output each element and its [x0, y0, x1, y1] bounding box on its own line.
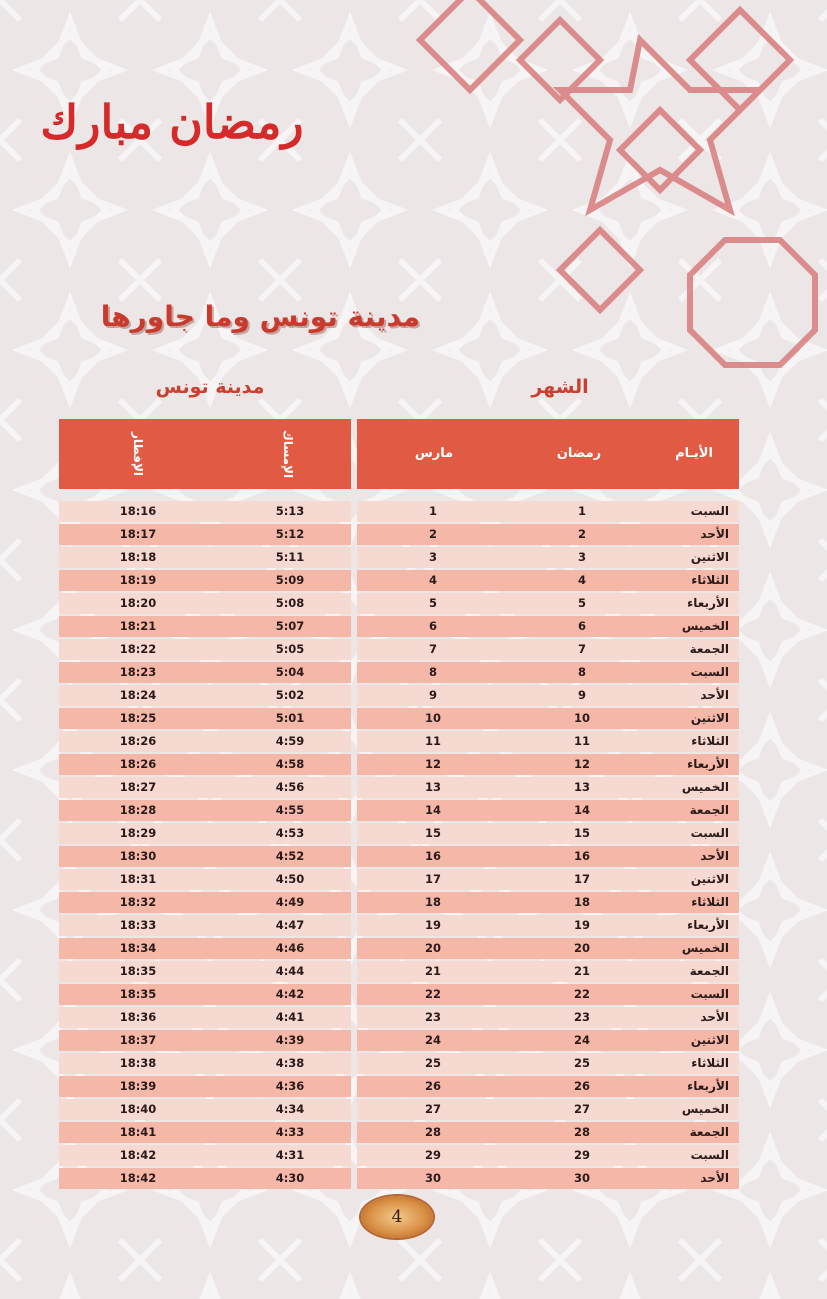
cell-march: 9	[428, 688, 437, 702]
cell-iftar: 18:30	[119, 849, 157, 863]
cell-imsak: 4:55	[275, 803, 305, 817]
cell-imsak: 4:53	[275, 826, 305, 840]
cell-day: الأربعاء	[687, 596, 729, 610]
table-row	[59, 960, 739, 983]
cell-imsak: 4:46	[275, 941, 305, 955]
cell-imsak: 4:59	[275, 734, 305, 748]
cell-day: الاثنين	[690, 550, 729, 564]
table-row	[59, 661, 739, 684]
cell-imsak: 5:05	[275, 642, 305, 656]
table-header	[59, 419, 739, 489]
cell-march: 30	[424, 1171, 441, 1185]
cell-ramadan: 25	[573, 1056, 590, 1070]
cell-iftar: 18:27	[119, 780, 157, 794]
table-row	[59, 1098, 739, 1121]
cell-iftar: 18:40	[119, 1102, 157, 1116]
cell-day: الثلاثاء	[691, 895, 729, 909]
header-days: الأيـام	[675, 446, 713, 461]
cell-march: 13	[424, 780, 441, 794]
cell-iftar: 18:28	[119, 803, 157, 817]
cell-march: 3	[428, 550, 437, 564]
cell-ramadan: 23	[573, 1010, 590, 1024]
cell-march: 22	[424, 987, 441, 1001]
cell-imsak: 4:42	[275, 987, 305, 1001]
table-row	[59, 868, 739, 891]
table-row	[59, 845, 739, 868]
cell-imsak: 5:07	[275, 619, 305, 633]
cell-ramadan: 17	[573, 872, 590, 886]
cell-iftar: 18:42	[119, 1148, 157, 1162]
cell-ramadan: 24	[573, 1033, 590, 1047]
cell-iftar: 18:25	[119, 711, 157, 725]
cell-march: 14	[424, 803, 441, 817]
cell-day: الخميس	[681, 780, 729, 794]
cell-imsak: 4:44	[275, 964, 305, 978]
cell-day: الثلاثاء	[691, 734, 729, 748]
cell-ramadan: 21	[573, 964, 590, 978]
cell-iftar: 18:18	[119, 550, 157, 564]
cell-iftar: 18:31	[119, 872, 157, 886]
month-subheader: الشهر	[531, 376, 589, 398]
cell-imsak: 5:01	[275, 711, 305, 725]
cell-iftar: 18:39	[119, 1079, 157, 1093]
cell-imsak: 5:09	[275, 573, 305, 587]
table-row	[59, 500, 739, 523]
cell-day: الأربعاء	[687, 1079, 729, 1093]
cell-march: 16	[424, 849, 441, 863]
cell-iftar: 18:26	[119, 734, 157, 748]
cell-ramadan: 4	[577, 573, 586, 587]
header-iftar	[127, 423, 149, 485]
cell-ramadan: 12	[573, 757, 590, 771]
cell-ramadan: 30	[573, 1171, 590, 1185]
cell-iftar: 18:36	[119, 1010, 157, 1024]
cell-march: 15	[424, 826, 441, 840]
cell-day: الجمعة	[689, 964, 729, 978]
cell-day: السبت	[690, 665, 729, 679]
table-row	[59, 891, 739, 914]
table-row	[59, 730, 739, 753]
table-row	[59, 615, 739, 638]
cell-imsak: 4:38	[275, 1056, 305, 1070]
city-subheader: مدينة تونس	[155, 376, 265, 398]
cell-iftar: 18:19	[119, 573, 157, 587]
cell-iftar: 18:38	[119, 1056, 157, 1070]
cell-ramadan: 5	[577, 596, 586, 610]
cell-imsak: 4:36	[275, 1079, 305, 1093]
table-row	[59, 1052, 739, 1075]
cell-day: الأحد	[700, 849, 729, 863]
cell-ramadan: 19	[573, 918, 590, 932]
cell-iftar: 18:16	[119, 504, 157, 518]
cell-iftar: 18:41	[119, 1125, 157, 1139]
cell-iftar: 18:26	[119, 757, 157, 771]
table-row	[59, 799, 739, 822]
cell-march: 6	[428, 619, 437, 633]
cell-imsak: 5:13	[275, 504, 305, 518]
cell-iftar: 18:24	[119, 688, 157, 702]
cell-day: الاثنين	[690, 1033, 729, 1047]
table-row	[59, 1006, 739, 1029]
table-row	[59, 638, 739, 661]
cell-imsak: 4:52	[275, 849, 305, 863]
cell-iftar: 18:33	[119, 918, 157, 932]
table-row	[59, 1144, 739, 1167]
cell-iftar: 18:32	[119, 895, 157, 909]
table-row	[59, 1075, 739, 1098]
cell-iftar: 18:17	[119, 527, 157, 541]
cell-march: 10	[424, 711, 441, 725]
cell-day: الجمعة	[689, 803, 729, 817]
cell-march: 8	[428, 665, 437, 679]
table-row	[59, 523, 739, 546]
table-row	[59, 569, 739, 592]
cell-imsak: 4:47	[275, 918, 305, 932]
cell-march: 24	[424, 1033, 441, 1047]
cell-ramadan: 7	[577, 642, 586, 656]
table-row	[59, 983, 739, 1006]
cell-iftar: 18:37	[119, 1033, 157, 1047]
table-row	[59, 776, 739, 799]
cell-day: السبت	[690, 504, 729, 518]
cell-ramadan: 26	[573, 1079, 590, 1093]
cell-march: 18	[424, 895, 441, 909]
cell-march: 4	[428, 573, 437, 587]
cell-march: 23	[424, 1010, 441, 1024]
cell-day: السبت	[690, 987, 729, 1001]
table-row	[59, 1167, 739, 1190]
cell-ramadan: 14	[573, 803, 590, 817]
cell-day: الخميس	[681, 619, 729, 633]
header-iftar-label: الإفطار	[131, 431, 146, 477]
cell-ramadan: 11	[573, 734, 590, 748]
cell-imsak: 4:31	[275, 1148, 305, 1162]
cell-ramadan: 28	[573, 1125, 590, 1139]
cell-day: الاثنين	[690, 711, 729, 725]
cell-ramadan: 2	[577, 527, 586, 541]
cell-march: 17	[424, 872, 441, 886]
table-row	[59, 1121, 739, 1144]
cell-march: 21	[424, 964, 441, 978]
cell-march: 1	[428, 504, 437, 518]
table-row	[59, 684, 739, 707]
cell-imsak: 5:08	[275, 596, 305, 610]
cell-imsak: 4:49	[275, 895, 305, 909]
cell-imsak: 4:56	[275, 780, 305, 794]
cell-day: الأربعاء	[687, 918, 729, 932]
cell-ramadan: 16	[573, 849, 590, 863]
cell-march: 11	[424, 734, 441, 748]
cell-imsak: 4:30	[275, 1171, 305, 1185]
cell-iftar: 18:23	[119, 665, 157, 679]
page-title: مدينة تونس وما جاورها	[100, 300, 420, 333]
cell-iftar: 18:42	[119, 1171, 157, 1185]
cell-ramadan: 6	[577, 619, 586, 633]
cell-ramadan: 13	[573, 780, 590, 794]
cell-day: الأحد	[700, 688, 729, 702]
cell-march: 19	[424, 918, 441, 932]
table-row	[59, 1029, 739, 1052]
cell-march: 20	[424, 941, 441, 955]
cell-imsak: 5:04	[275, 665, 305, 679]
cell-day: الأحد	[700, 1171, 729, 1185]
cell-march: 12	[424, 757, 441, 771]
cell-iftar: 18:20	[119, 596, 157, 610]
cell-day: الأحد	[700, 1010, 729, 1024]
cell-day: الثلاثاء	[691, 573, 729, 587]
header-march: مارس	[414, 446, 454, 461]
cell-march: 28	[424, 1125, 441, 1139]
cell-march: 5	[428, 596, 437, 610]
cell-iftar: 18:34	[119, 941, 157, 955]
header-imsak-label: الإمساك	[281, 429, 296, 479]
cell-iftar: 18:35	[119, 987, 157, 1001]
cell-ramadan: 15	[573, 826, 590, 840]
cell-iftar: 18:29	[119, 826, 157, 840]
cell-ramadan: 8	[577, 665, 586, 679]
page-number: 4	[391, 1207, 403, 1227]
table-row	[59, 546, 739, 569]
cell-iftar: 18:35	[119, 964, 157, 978]
cell-march: 26	[424, 1079, 441, 1093]
cell-day: الثلاثاء	[691, 1056, 729, 1070]
cell-march: 29	[424, 1148, 441, 1162]
cell-march: 7	[428, 642, 437, 656]
cell-ramadan: 1	[577, 504, 586, 518]
cell-ramadan: 9	[577, 688, 586, 702]
cell-day: السبت	[690, 826, 729, 840]
cell-imsak: 4:50	[275, 872, 305, 886]
cell-imsak: 5:12	[275, 527, 305, 541]
cell-day: الجمعة	[689, 1125, 729, 1139]
cell-ramadan: 18	[573, 895, 590, 909]
table-row	[59, 937, 739, 960]
table-row	[59, 592, 739, 615]
cell-day: الجمعة	[689, 642, 729, 656]
cell-day: الأربعاء	[687, 757, 729, 771]
table-row	[59, 707, 739, 730]
cell-iftar: 18:21	[119, 619, 157, 633]
table-body	[59, 500, 739, 1190]
header-ramadan: رمضان	[556, 446, 602, 461]
cell-imsak: 4:39	[275, 1033, 305, 1047]
cell-imsak: 5:11	[275, 550, 305, 564]
cell-ramadan: 29	[573, 1148, 590, 1162]
cell-imsak: 4:41	[275, 1010, 305, 1024]
table-row	[59, 822, 739, 845]
header-city-block	[59, 419, 351, 489]
cell-imsak: 4:33	[275, 1125, 305, 1139]
cell-day: الخميس	[681, 941, 729, 955]
cell-imsak: 5:02	[275, 688, 305, 702]
cell-day: السبت	[690, 1148, 729, 1162]
logo-text: رمضان مبارك	[40, 95, 304, 149]
cell-day: الخميس	[681, 1102, 729, 1116]
table-row	[59, 914, 739, 937]
cell-iftar: 18:22	[119, 642, 157, 656]
ramadan-mubarak-logo	[40, 70, 304, 170]
cell-march: 25	[424, 1056, 441, 1070]
cell-ramadan: 20	[573, 941, 590, 955]
prayer-times-table	[59, 419, 739, 1185]
cell-ramadan: 22	[573, 987, 590, 1001]
page-number-badge	[361, 1196, 433, 1238]
cell-imsak: 4:58	[275, 757, 305, 771]
cell-imsak: 4:34	[275, 1102, 305, 1116]
cell-ramadan: 27	[573, 1102, 590, 1116]
table-row	[59, 753, 739, 776]
header-imsak	[277, 423, 299, 485]
cell-ramadan: 3	[577, 550, 586, 564]
cell-march: 27	[424, 1102, 441, 1116]
cell-day: الاثنين	[690, 872, 729, 886]
cell-ramadan: 10	[573, 711, 590, 725]
cell-day: الأحد	[700, 527, 729, 541]
cell-march: 2	[428, 527, 437, 541]
